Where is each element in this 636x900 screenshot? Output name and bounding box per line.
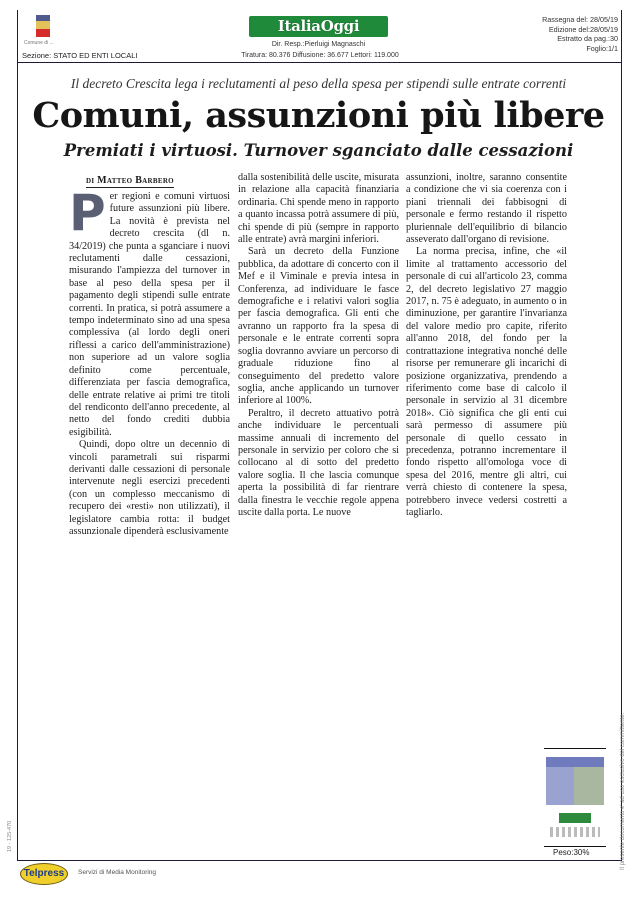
page-thumbnail [544, 748, 606, 847]
newspaper-logo: ItaliaOggi [249, 16, 388, 37]
page-extract: Estratto da pag.:30 [557, 34, 618, 43]
section-label: Sezione: STATO ED ENTI LOCALI [22, 51, 138, 60]
crest-caption: Comune di ... [24, 40, 54, 46]
press-review-meta [542, 15, 618, 53]
weight-label: Peso:30% [553, 848, 590, 857]
usage-notice: Il presente documento e' ad uso esclusivo del committente. [620, 712, 626, 870]
director-line: Dir. Resp.:Pierluigi Magnaschi [271, 41, 366, 48]
edizione-date: Edizione del:28/05/19 [548, 24, 618, 34]
header-divider [17, 62, 622, 63]
municipal-crest-icon [36, 15, 50, 37]
article-kicker: Il decreto Crescita lega i reclutamenti al peso della spesa per stipendi sulle entrate correnti [70, 76, 567, 91]
paragraph: Sarà un decreto della Funzione pubblica, da adottare di concerto con il Mef e il Viminale e previa intesa in Conferenza, ad individuare le fasce demografiche e i relativi valori soglia per fascia demografica. Gli enti che avranno un rapporto fra la spesa di personale e le entrate correnti sopra soglia dovranno avviare un percorso di graduale riduzione fino al conseguimento del predetto valore soglia, anche applicando un turnover inferiore al 100%. [238, 246, 399, 407]
paragraph: La norma precisa, infine, che «il limite al trattamento accessorio del personale di cui all'articolo 23, comma 2, del decreto legislativo 27 maggio 2017, n. 75 è adeguato, in aumento o in diminuzione, per garantire l'invarianza del valore medio pro capite, riferito all'anno 2018, del fondo per la contrattazione integrativa nonché delle risorse per remunerare gli incarichi di posizione organizzativa, prendendo a riferimento come base di calcolo il personale in servizio al 31 dicembre 2018». Ciò significa che gli enti cui sarà permesso di assumere più personale di quello cessato in precedenza, potranno incrementare il fondo rispetto all'omologa voce di spesa del 2016, mentre gli altri, cui verrà chiesto di contenere la spesa, potrebbero invece vedersi costretti a tagliarlo. [406, 246, 567, 518]
telpress-tagline: Servizi di Media Monitoring [78, 869, 157, 876]
drop-cap: P [69, 184, 106, 242]
circulation-line: Tiratura: 80.376 Diffusione: 36.677 Lettori: 119.000 [241, 52, 399, 59]
article-subtitle: Premiati i virtuosi. Turnover sganciato dalle cessazioni [63, 141, 574, 160]
article-column-1 [69, 184, 230, 538]
article-column-3 [406, 172, 567, 519]
paragraph: Peraltro, il decreto attuativo potrà anche individuare le percentuali massime annuali di incremento del personale in servizio per coloro che si collocano al di sotto del predetto valore soglia. Il che lascia comunque aperta la possibilità di far rientrare dalla finestra le vecchie regole appena uscite dalla porta. Le nuove [238, 407, 399, 518]
paragraph: Quindi, dopo oltre un decennio di vincoli parametrali sui risparmi derivanti dalle cessazioni di personale intervenute negli esercizi precedenti (con un complesso meccanismo di recupero dei «resti» non utilizzati), il legislatore cambia rotta: il budget assunzionale dipenderà esclusivamente [69, 439, 230, 537]
paragraph: Per regioni e comuni virtuosi future assunzioni più libere. La novità è prevista nel decreto crescita (dl n. 34/2019) che punta a sganciare i nuovi reclutamenti dalle cessazioni, misurando l'ampiezza del turnover in base al peso della spesa per il pagamento degli stipendi sulle entrate correnti. In pratica, si potrà assumere a tempo indeterminato sino ad una spesa complessiva (al lordo degli oneri riflessi a carico dell'amministrazione) non superiore ad un valore soglia definito come percentuale, differenziata per fascia demografica, delle entrate relative ai primi tre titoli del rendiconto dell'anno precedente, al netto del fondo crediti dubbia esigibilità. [69, 184, 230, 438]
article-title: Comuni, assunzioni più libere [32, 95, 605, 136]
telpress-logo: Telpress [20, 863, 68, 885]
rassegna-date: Rassegna del: 28/05/19 [542, 15, 618, 24]
document-code: 19 - 125-470 [7, 820, 13, 852]
article-byline: di Matteo Barbero [86, 175, 174, 186]
article-column-2 [238, 172, 399, 519]
sheet-count: Foglio:1/1 [586, 43, 618, 53]
paragraph: dalla sostenibilità delle uscite, misurata in relazione alla capacità finanziaria ordinaria. Chi spende meno in rapporto a quanto incassa potrà assumere di più, chi spende di più (sempre in rapporto alle entrate) avrà margini inferiori. [238, 172, 399, 246]
paragraph: assunzioni, inoltre, saranno consentite a condizione che vi sia coerenza con i piani triennali dei fabbisogni di personale e fermo restando il rispetto pluriennale dell'equilibrio di bilancio asseverato dall'organo di revisione. [406, 172, 567, 246]
